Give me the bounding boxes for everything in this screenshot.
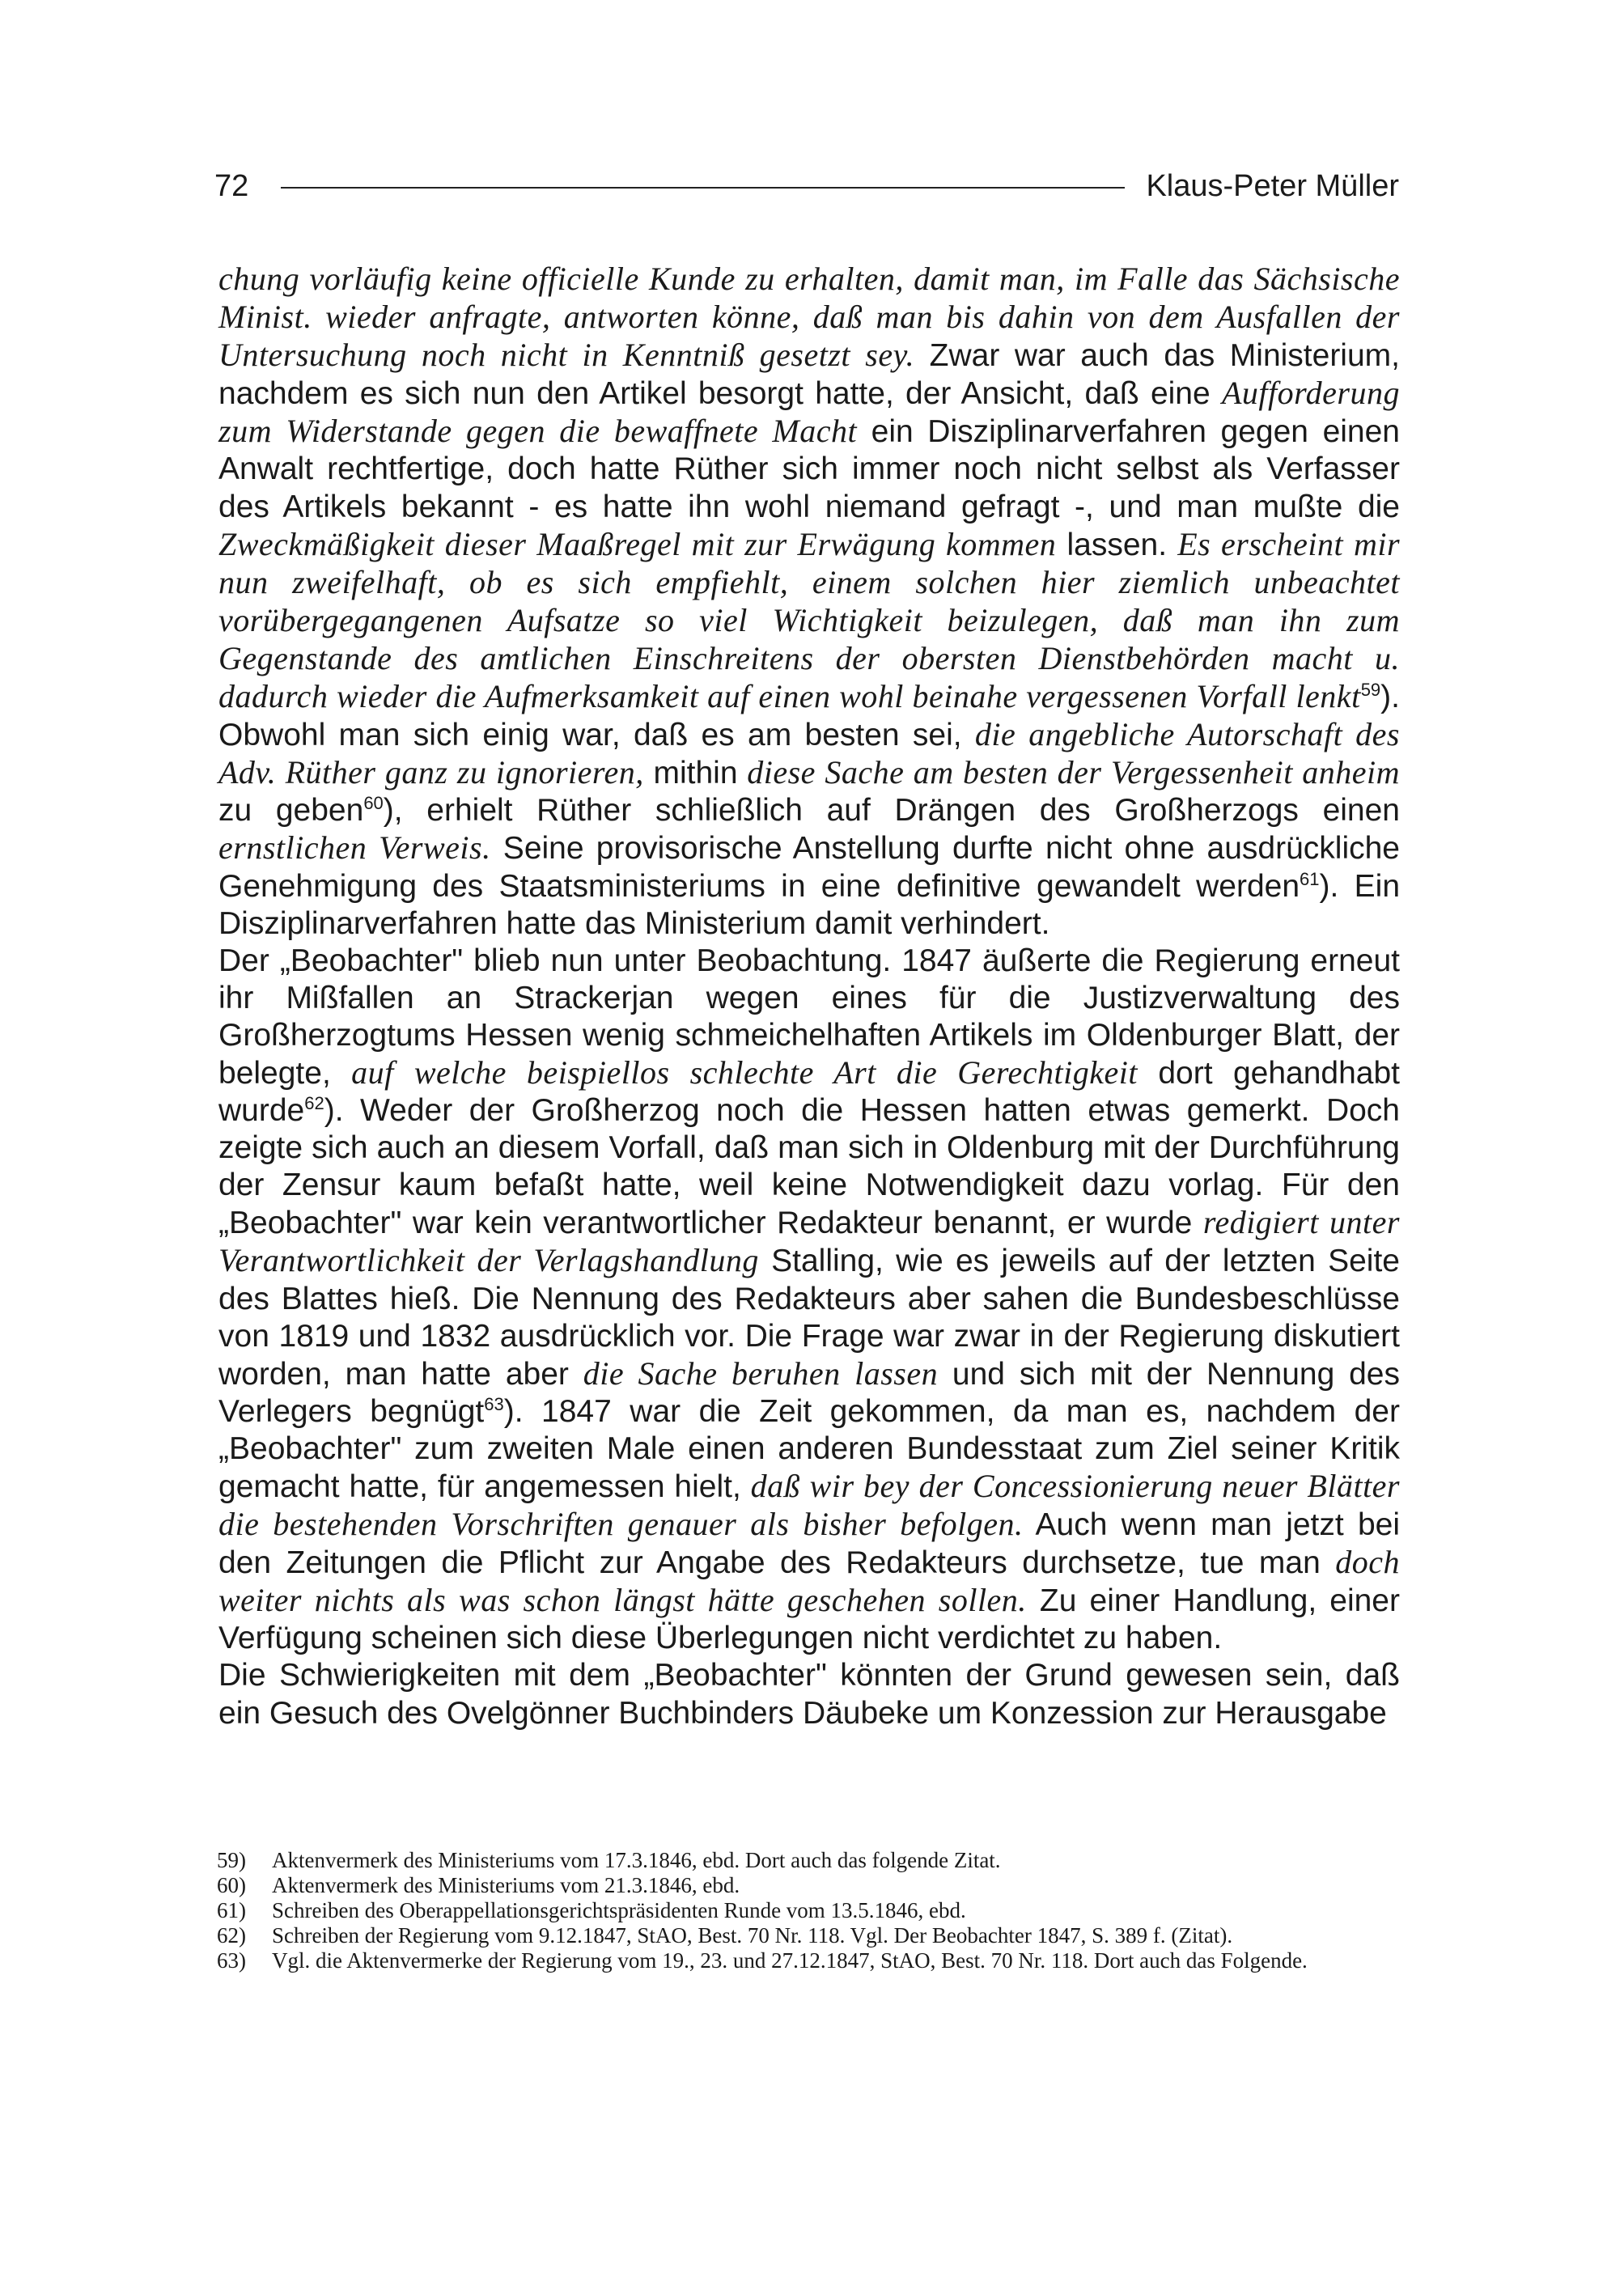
footnote-ref: 59: [1360, 680, 1381, 701]
italic-quote: daß wir bey der Concessionierung neuer Blätter die bestehenden Vorschriften genauer als bisher befolgen.: [218, 1468, 1400, 1543]
italic-quote: ernstlichen Verweis.: [218, 829, 491, 867]
body-text: [218, 261, 1400, 1732]
italic-quote: auf welche beispiellos schlechte Art die Gerechtigkeit: [351, 1053, 1138, 1091]
text-run: Zu einer Handlung, einer Verfügung scheinen sich diese Überlegungen nicht verdichtet zu haben.: [218, 1583, 1400, 1656]
running-header: [214, 166, 1399, 206]
footnote-ref: 61: [1300, 868, 1320, 889]
italic-quote: chung vorläufig keine officielle Kunde zu erhalten, damit man, im Falle das Sächsische Minist. wieder anfragte, antworten könne, daß man bis dahin von dem Ausfallen der Untersuchung noch nicht in Kenntniß gesetzt sey.: [218, 261, 1400, 374]
footnote-number: 63): [217, 1948, 246, 1973]
footnote-text: Schreiben des Oberappellationsgerichtspräsidenten Runde vom 13.5.1846, ebd.: [272, 1898, 966, 1922]
footnote: [217, 1848, 1403, 1873]
text-run: ein Disziplinarverfahren gegen einen Anwalt rechtfertige, doch hatte Rüther sich immer noch nicht selbst als Verfasser des Artikels bekannt - es hatte ihn wohl niemand gefragt -, und man mußte die: [218, 414, 1400, 524]
footnote: [217, 1873, 1403, 1898]
text-run: lassen.: [1056, 527, 1178, 562]
text-run: ). Weder der Großherzog noch die Hessen hatten etwas gemerkt. Doch zeigte sich auch an diesem Vorfall, daß man sich in Oldenburg mit der Durchführung der Zensur kaum befaßt hatte, weil keine Notwendigkeit dazu vorlag. Für den „Beobachter" war kein verantwortlicher Redakteur benannt, er wurde: [218, 1093, 1400, 1241]
italic-quote: redigiert unter Verantwortlichkeit der Verlagshandlung: [218, 1204, 1400, 1279]
footnote-text: Vgl. die Aktenvermerke der Regierung vom 19., 23. und 27.12.1847, StAO, Best. 70 Nr. 118. Dort auch das Folgende.: [272, 1948, 1308, 1973]
paragraph: [218, 261, 1400, 943]
text-run: Seine provisorische Anstellung durfte nicht ohne ausdrückliche Genehmigung des Staatsministeriums in eine definitive gewandelt werden: [218, 831, 1401, 904]
running-head-author: Klaus-Peter Müller: [1146, 168, 1399, 203]
header-rule: [281, 187, 1125, 189]
text-run: dort gehandhabt wurde: [218, 1055, 1400, 1129]
text-run: mithin: [643, 756, 748, 791]
italic-quote: diese Sache am besten der Vergessenheit anheim: [747, 754, 1400, 791]
footnote-text: Aktenvermerk des Ministeriums vom 17.3.1846, ebd. Dort auch das folgende Zitat.: [272, 1848, 1001, 1872]
italic-quote: Aufforderung zum Widerstande gegen die bewaffnete Macht: [218, 375, 1400, 450]
italic-quote: doch weiter nichts als was schon längst hätte geschehen sollen.: [218, 1544, 1400, 1619]
text-run: Stalling, wie es jeweils auf der letzten Seite des Blattes hieß. Die Nennung des Redakteurs aber sahen die Bundesbeschlüsse von 1819 und 1832 ausdrücklich vor. Die Frage war zwar in der Regierung diskutiert worden, man hatte aber: [218, 1244, 1400, 1392]
text-run: ). Ein Disziplinarverfahren hatte das Ministerium damit verhindert.: [218, 868, 1401, 941]
text-run: Auch wenn man jetzt bei den Zeitungen die Pflicht zur Angabe des Redakteurs durchsetze, tue man: [218, 1507, 1400, 1581]
paragraph: [218, 943, 1400, 1658]
text-run: Zwar war auch das Ministerium, nachdem es sich nun den Artikel besorgt hatte, der Ansicht, daß eine: [218, 338, 1400, 412]
footnote-ref: 63: [484, 1393, 504, 1414]
footnote-number: 62): [217, 1923, 246, 1948]
footnote-number: 60): [217, 1873, 246, 1897]
footnote-number: 59): [217, 1848, 246, 1872]
footnote: [217, 1898, 1403, 1923]
footnote-text: Schreiben der Regierung vom 9.12.1847, StAO, Best. 70 Nr. 118. Vgl. Der Beobachter 1847, S. 389 f. (Zitat).: [272, 1923, 1233, 1948]
paragraph: [218, 1657, 1400, 1731]
italic-quote: Es erscheint mir nun zweifelhaft, ob es sich empfiehlt, einem solchen hier ziemlich unbeachtet vorübergegangenen Aufsatze so viel Wichtigkeit beizulegen, daß man ihn zum Gegenstande des amtlichen Einschreitens der obersten Dienstbehörden macht u. dadurch wieder die Aufmerksamkeit auf einen wohl beinahe vergessenen Vorfall lenkt: [218, 525, 1401, 715]
text-run: und sich mit der Nennung des Verlegers begnügt: [218, 1356, 1400, 1429]
footnotes: [217, 1848, 1403, 1973]
footnote-number: 61): [217, 1898, 246, 1922]
text-run: Die Schwierigkeiten mit dem „Beobachter" könnten der Grund gewesen sein, daß ein Gesuch des Ovelgönner Buchbinders Däubeke um Konzession zur Herausgabe: [218, 1658, 1400, 1731]
text-run: ). 1847 war die Zeit gekommen, da man es, nachdem der „Beobachter" zum zweiten Male einen anderen Bundesstaat zum Ziel seiner Kritik gemacht hatte, für angemessen hielt,: [218, 1393, 1400, 1504]
footnote-ref: 62: [304, 1093, 324, 1114]
italic-quote: die Sache beruhen lassen: [583, 1354, 939, 1392]
footnote-text: Aktenvermerk des Ministeriums vom 21.3.1846, ebd.: [272, 1873, 740, 1897]
italic-quote: die angebliche Autorschaft des Adv. Rüther ganz zu ignorieren,: [218, 716, 1400, 791]
text-run: zu geben: [218, 793, 364, 829]
footnote: [217, 1923, 1403, 1948]
page-number: 72: [214, 168, 249, 203]
text-run: ). Obwohl man sich einig war, daß es am besten sei,: [218, 680, 1400, 753]
footnote-ref: 60: [363, 793, 384, 814]
text-run: ), erhielt Rüther schließlich auf Drängen des Großherzogs einen: [383, 793, 1400, 829]
footnote: [217, 1948, 1403, 1973]
text-run: Der „Beobachter" blieb nun unter Beobachtung. 1847 äußerte die Regierung erneut ihr Mißfallen an Strackerjan wegen eines für die Justizverwaltung des Großherzogtums Hessen wenig schmeichelhaften Artikels im Oldenburger Blatt, der belegte,: [218, 943, 1400, 1091]
italic-quote: Zweckmäßigkeit dieser Maaßregel mit zur Erwägung kommen: [218, 525, 1057, 562]
